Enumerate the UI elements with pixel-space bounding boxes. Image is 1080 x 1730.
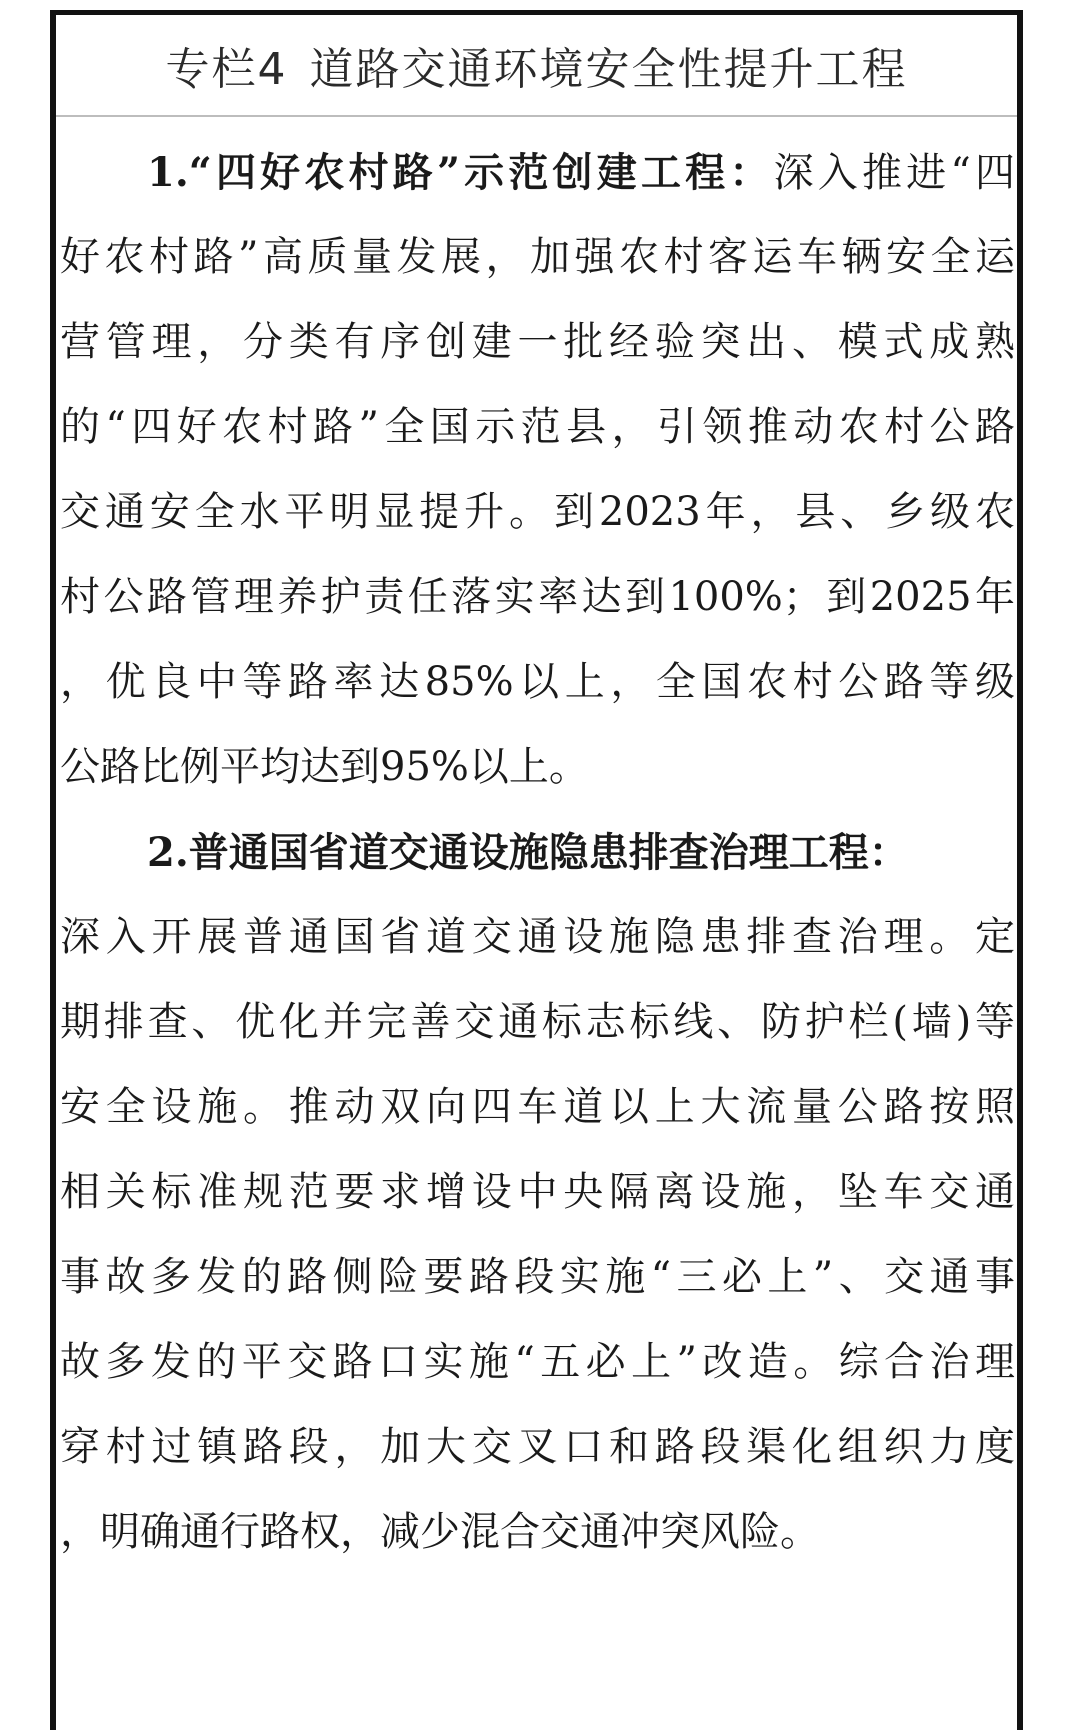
paragraph-line: 村公路管理养护责任落实率达到100%；到2025年 xyxy=(60,574,1015,620)
paragraph-line: ，优良中等路率达85%以上，全国农村公路等级 xyxy=(60,659,1015,705)
section-2-heading: 2.普通国省道交通设施隐患排查治理工程： xyxy=(147,829,909,876)
column-box xyxy=(50,10,1023,1730)
section-1-line-1 xyxy=(60,130,1015,215)
column-body xyxy=(60,130,1015,1575)
paragraph-line: 好农村路”高质量发展，加强农村客运车辆安全运 xyxy=(60,234,1015,280)
section-1-text: 深入推进“四 xyxy=(773,150,1015,196)
paragraph-line: 相关标准规范要求增设中央隔离设施，坠车交通 xyxy=(60,1169,1015,1215)
paragraph-line: 营管理，分类有序创建一批经验突出、模式成熟 xyxy=(60,319,1015,365)
section-1-heading: 1.“四好农村路”示范创建工程： xyxy=(147,149,774,196)
paragraph-line: 深入开展普通国省道交通设施隐患排查治理。定 xyxy=(60,914,1015,960)
paragraph-line: 交通安全水平明显提升。到2023年，县、乡级农 xyxy=(60,489,1015,535)
column-header xyxy=(56,15,1017,117)
paragraph-line: 穿村过镇路段，加大交叉口和路段渠化组织力度 xyxy=(60,1424,1015,1470)
column-label: 专栏4 xyxy=(165,44,288,95)
paragraph-line: 公路比例平均达到95%以上。 xyxy=(60,744,589,790)
paragraph-line: 安全设施。推动双向四车道以上大流量公路按照 xyxy=(60,1084,1015,1130)
paragraph-line: 事故多发的路侧险要路段实施“三必上”、交通事 xyxy=(60,1254,1015,1300)
paragraph-line: 的“四好农村路”全国示范县，引领推动农村公路 xyxy=(60,404,1015,450)
paragraph-line: ，明确通行路权，减少混合交通冲突风险。 xyxy=(60,1509,820,1555)
paragraph-line: 故多发的平交路口实施“五必上”改造。综合治理 xyxy=(60,1339,1015,1385)
column-title: 道路交通环境安全性提升工程 xyxy=(309,44,908,95)
paragraph-line: 期排查、优化并完善交通标志标线、防护栏(墙)等 xyxy=(60,999,1015,1045)
